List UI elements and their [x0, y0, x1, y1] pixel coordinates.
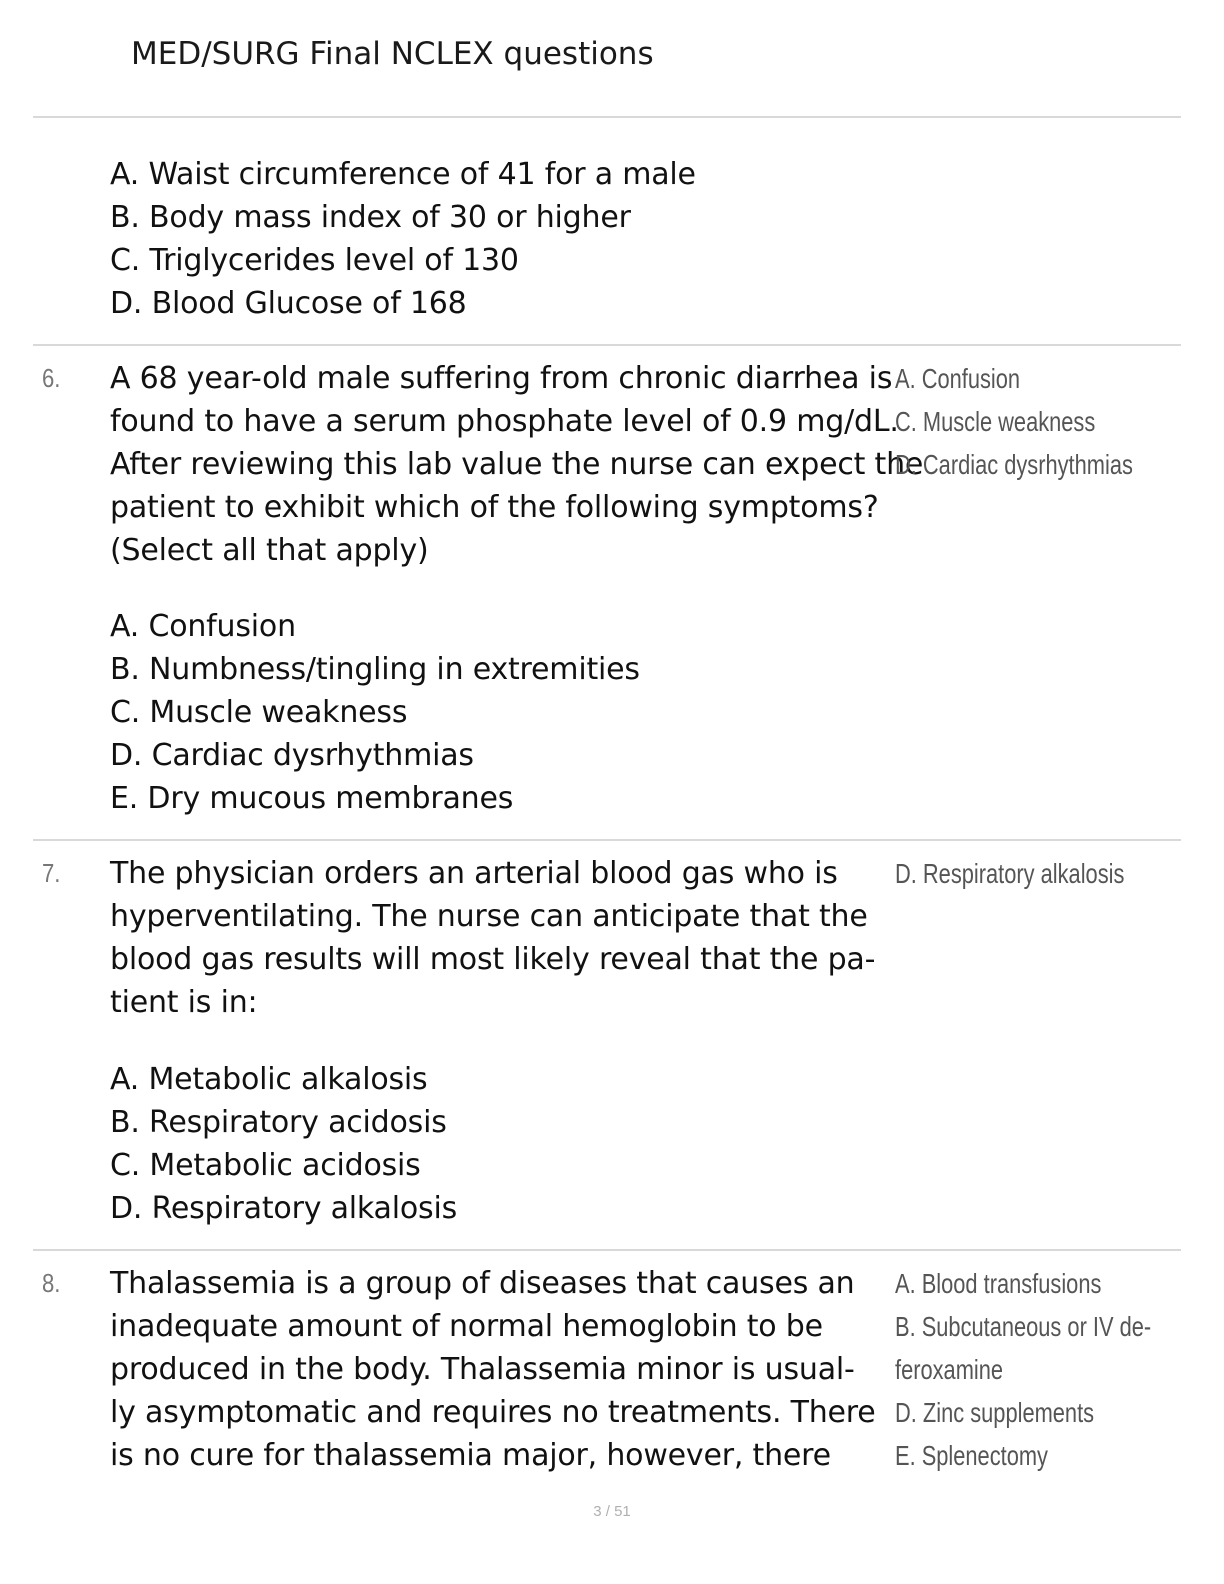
- answer: D. Cardiac dysrhythmias: [895, 449, 1133, 480]
- handwritten-answers: [895, 852, 1124, 895]
- option: D. Cardiac dysrhythmias: [110, 738, 474, 773]
- answer: B. Subcutaneous or IV de-: [895, 1311, 1152, 1342]
- question-line: Thalassemia is a group of diseases that causes an: [110, 1266, 855, 1301]
- question-text: [110, 357, 923, 572]
- question-line: produced in the body. Thalassemia minor is usual-: [110, 1352, 855, 1387]
- page-number: 3 / 51: [593, 1503, 631, 1520]
- q5-option-b: B. Body mass index of 30 or higher: [110, 200, 631, 235]
- question-line: tient is in:: [110, 985, 258, 1020]
- divider: [33, 344, 1181, 346]
- divider: [33, 1249, 1181, 1251]
- q5-option-c: C. Triglycerides level of 130: [110, 243, 519, 278]
- option: B. Respiratory acidosis: [110, 1105, 447, 1140]
- q5-option-d: D. Blood Glucose of 168: [110, 286, 467, 321]
- q5-option-a: A. Waist circumference of 41 for a male: [110, 157, 696, 192]
- answer: E. Splenectomy: [895, 1440, 1048, 1471]
- answer: A. Confusion: [895, 363, 1021, 394]
- question-text: [110, 1262, 876, 1477]
- question-line: inadequate amount of normal hemoglobin to be: [110, 1309, 823, 1344]
- question-line: A 68 year-old male suffering from chronic diarrhea is: [110, 361, 893, 396]
- answer: feroxamine: [895, 1354, 1004, 1385]
- question-number: 7.: [42, 858, 61, 888]
- question-line: After reviewing this lab value the nurse can expect the: [110, 447, 924, 482]
- question-line: is no cure for thalassemia major, however, there: [110, 1438, 831, 1473]
- question-number: 8.: [42, 1268, 61, 1298]
- question-line: patient to exhibit which of the following symptoms?: [110, 490, 879, 525]
- q6-options: [110, 605, 640, 820]
- question-line: The physician orders an arterial blood gas who is: [110, 856, 838, 891]
- q5-options: [110, 153, 696, 325]
- answer: D. Zinc supplements: [895, 1397, 1095, 1428]
- divider: [33, 839, 1181, 841]
- question-number: 6.: [42, 363, 61, 393]
- option: A. Metabolic alkalosis: [110, 1062, 428, 1097]
- option: E. Dry mucous membranes: [110, 781, 514, 816]
- option: B. Numbness/tingling in extremities: [110, 652, 640, 687]
- option: D. Respiratory alkalosis: [110, 1191, 458, 1226]
- answer: D. Respiratory alkalosis: [895, 858, 1125, 889]
- option: A. Confusion: [110, 609, 296, 644]
- option: C. Muscle weakness: [110, 695, 408, 730]
- answer: A. Blood transfusions: [895, 1268, 1102, 1299]
- handwritten-answers: [895, 1262, 1151, 1477]
- handwritten-answers: [895, 357, 1133, 486]
- answer: C. Muscle weakness: [895, 406, 1096, 437]
- question-line: blood gas results will most likely reveal that the pa-: [110, 942, 876, 977]
- question-line: hyperventilating. The nurse can anticipate that the: [110, 899, 868, 934]
- page-title: MED/SURG Final NCLEX questions: [131, 36, 654, 72]
- question-line: (Select all that apply): [110, 533, 429, 568]
- q7-options: [110, 1058, 457, 1230]
- question-text: [110, 852, 875, 1024]
- option: C. Metabolic acidosis: [110, 1148, 421, 1183]
- question-line: found to have a serum phosphate level of 0.9 mg/dL.: [110, 404, 899, 439]
- divider: [33, 116, 1181, 118]
- question-line: ly asymptomatic and requires no treatments. There: [110, 1395, 876, 1430]
